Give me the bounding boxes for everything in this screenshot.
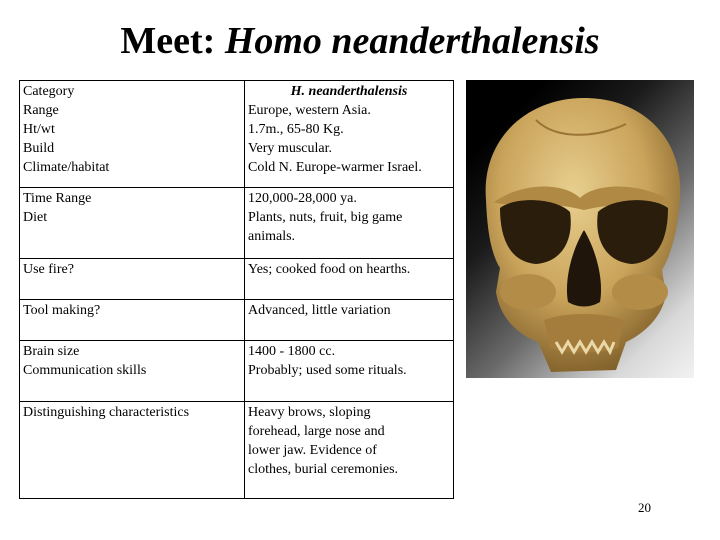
right-cheek: [612, 274, 668, 310]
value-diet-cont: animals.: [248, 229, 296, 244]
skull-illustration: [466, 80, 694, 378]
table-row: [20, 341, 454, 402]
title-species: Homo neanderthalensis: [224, 20, 600, 62]
value-distinguishing-2: forehead, large nose and: [248, 424, 385, 439]
label-cell: [20, 300, 245, 341]
page-number: 20: [638, 500, 651, 515]
value-cell: [245, 300, 454, 341]
value-cell: [245, 259, 454, 300]
value-cell: [245, 188, 454, 259]
label-cell: [20, 341, 245, 402]
value-time-range: 120,000-28,000 ya.: [248, 191, 357, 206]
value-climate: Cold N. Europe-warmer Israel.: [248, 160, 422, 175]
value-range: Europe, western Asia.: [248, 103, 371, 118]
table-row: [20, 259, 454, 300]
value-brain-size: 1400 - 1800 cc.: [248, 344, 336, 359]
title-prefix: Meet:: [120, 20, 225, 62]
label-communication: Communication skills: [23, 363, 147, 378]
label-climate: Climate/habitat: [23, 160, 110, 175]
label-cell: [20, 402, 245, 499]
value-diet: Plants, nuts, fruit, big game: [248, 210, 403, 225]
label-tool-making: Tool making?: [23, 303, 101, 318]
value-cell: [245, 341, 454, 402]
label-brain-size: Brain size: [23, 344, 80, 359]
left-cheek: [500, 274, 556, 310]
table-row: [20, 188, 454, 259]
label-cell: [20, 81, 245, 188]
value-distinguishing-3: lower jaw. Evidence of: [248, 443, 377, 458]
table-row: [20, 402, 454, 499]
label-ht-wt: Ht/wt: [23, 122, 55, 137]
label-cell: [20, 259, 245, 300]
value-communication: Probably; used some rituals.: [248, 363, 407, 378]
label-build: Build: [23, 141, 55, 156]
label-cell: [20, 188, 245, 259]
slide-title: [0, 18, 720, 64]
value-build: Very muscular.: [248, 141, 332, 156]
table-row: [20, 300, 454, 341]
species-header: H. neanderthalensis: [290, 84, 408, 99]
species-info-table: [19, 80, 454, 499]
value-tool-making: Advanced, little variation: [248, 303, 391, 318]
label-category: Category: [23, 84, 75, 99]
value-cell: [245, 402, 454, 499]
table-row: [20, 81, 454, 188]
skull-photo: [466, 80, 694, 378]
value-distinguishing-1: Heavy brows, sloping: [248, 405, 371, 420]
value-cell: [245, 81, 454, 188]
value-use-fire: Yes; cooked food on hearths.: [248, 262, 411, 277]
value-ht-wt: 1.7m., 65-80 Kg.: [248, 122, 344, 137]
label-use-fire: Use fire?: [23, 262, 74, 277]
label-distinguishing: Distinguishing characteristics: [23, 405, 190, 420]
label-time-range: Time Range: [23, 191, 92, 206]
label-range: Range: [23, 103, 59, 118]
label-diet: Diet: [23, 210, 48, 225]
value-distinguishing-4: clothes, burial ceremonies.: [248, 462, 399, 477]
